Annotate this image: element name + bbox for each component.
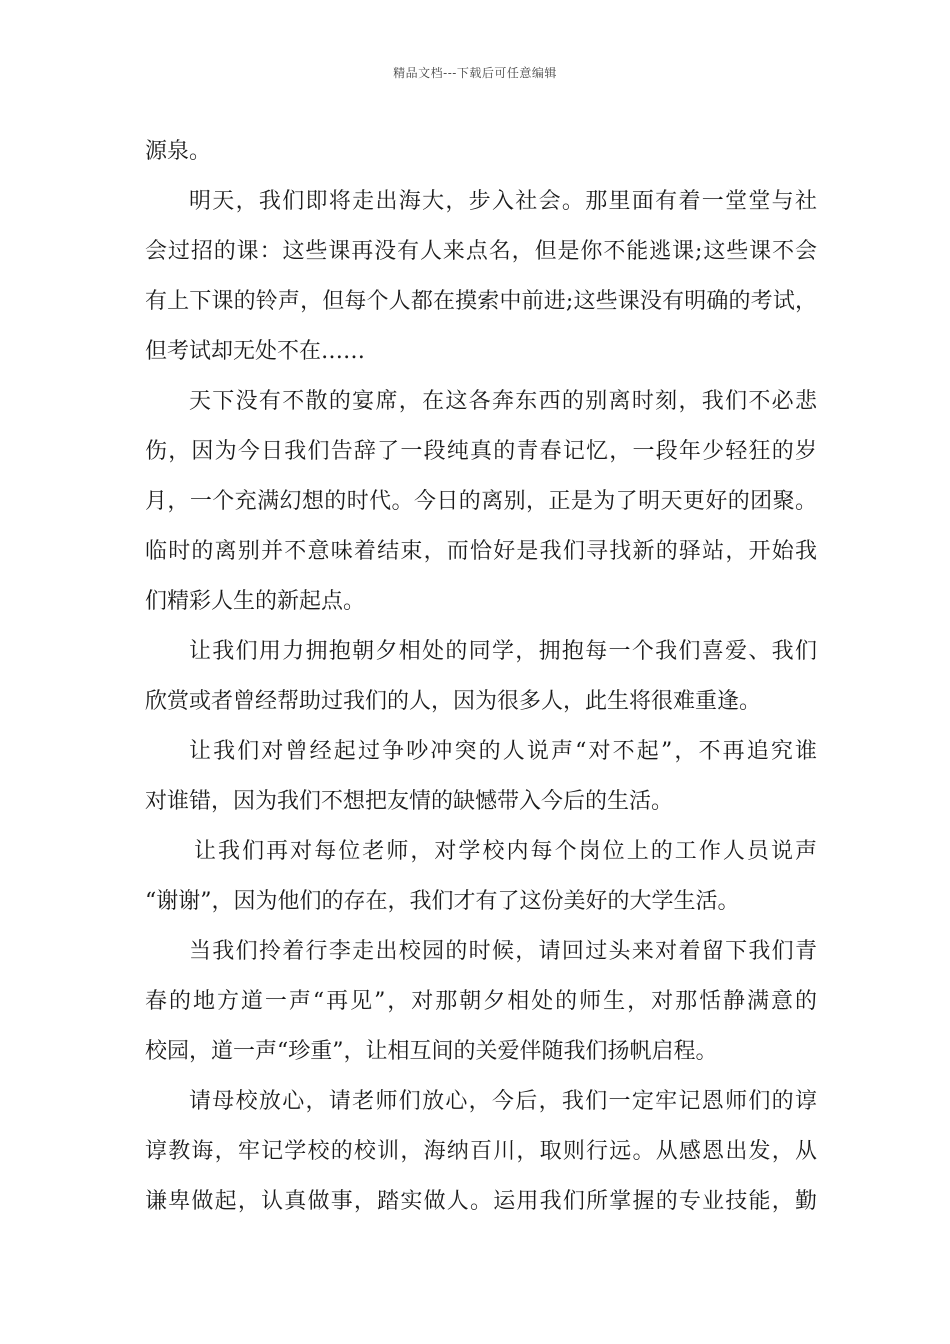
text-line: 春的地方道一声“再见”，对那朝夕相处的师生，对那恬静满意的: [145, 989, 817, 1014]
text-line: 临时的离别并不意味着结束，而恰好是我们寻找新的驿站，开始我: [145, 539, 817, 564]
paragraph-first-line: 明天，我们即将走出海大，步入社会。那里面有着一堂堂与社: [189, 189, 817, 214]
text-line: 会过招的课：这些课再没有人来点名，但是你不能逃课;这些课不会: [145, 239, 817, 264]
text-line: 月，一个充满幻想的时代。今日的离别，正是为了明天更好的团聚。: [145, 489, 817, 514]
text-line: 对谁错，因为我们不想把友情的缺憾带入今后的生活。: [145, 789, 674, 814]
text-line: 源泉。: [145, 139, 212, 164]
text-line: 但考试却无处不在……: [145, 339, 366, 364]
text-line: 有上下课的铃声，但每个人都在摸索中前进;这些课没有明确的考试，: [145, 289, 817, 314]
paragraph-first-line: 让我们用力拥抱朝夕相处的同学，拥抱每一个我们喜爱、我们: [189, 639, 817, 664]
paragraph-first-line: 当我们拎着行李走出校园的时候，请回过头来对着留下我们青: [189, 939, 817, 964]
text-line: “谢谢”，因为他们的存在，我们才有了这份美好的大学生活。: [145, 889, 740, 914]
text-line: 校园，道一声“珍重”，让相互间的关爱伴随我们扬帆启程。: [145, 1039, 718, 1064]
text-line: 伤，因为今日我们告辞了一段纯真的青春记忆，一段年少轻狂的岁: [145, 439, 817, 464]
paragraph-first-line: 请母校放心，请老师们放心，今后，我们一定牢记恩师们的谆: [189, 1089, 817, 1114]
text-line: 谆教诲，牢记学校的校训，海纳百川，取则行远。从感恩出发，从: [145, 1139, 817, 1164]
paragraph-first-line: 让我们再对每位老师，对学校内每个岗位上的工作人员说声: [194, 839, 817, 864]
page-header: 精品文档---下载后可任意编辑: [393, 66, 557, 80]
text-line: 欣赏或者曾经帮助过我们的人，因为很多人，此生将很难重逢。: [145, 689, 762, 714]
paragraph-first-line: 让我们对曾经起过争吵冲突的人说声“对不起”，不再追究谁: [189, 739, 817, 764]
text-line: 谦卑做起，认真做事，踏实做人。运用我们所掌握的专业技能，勤: [145, 1189, 817, 1214]
document-body: [145, 127, 817, 1227]
text-line: 们精彩人生的新起点。: [145, 589, 366, 614]
paragraph-first-line: 天下没有不散的宴席，在这各奔东西的别离时刻，我们不必悲: [189, 389, 817, 414]
